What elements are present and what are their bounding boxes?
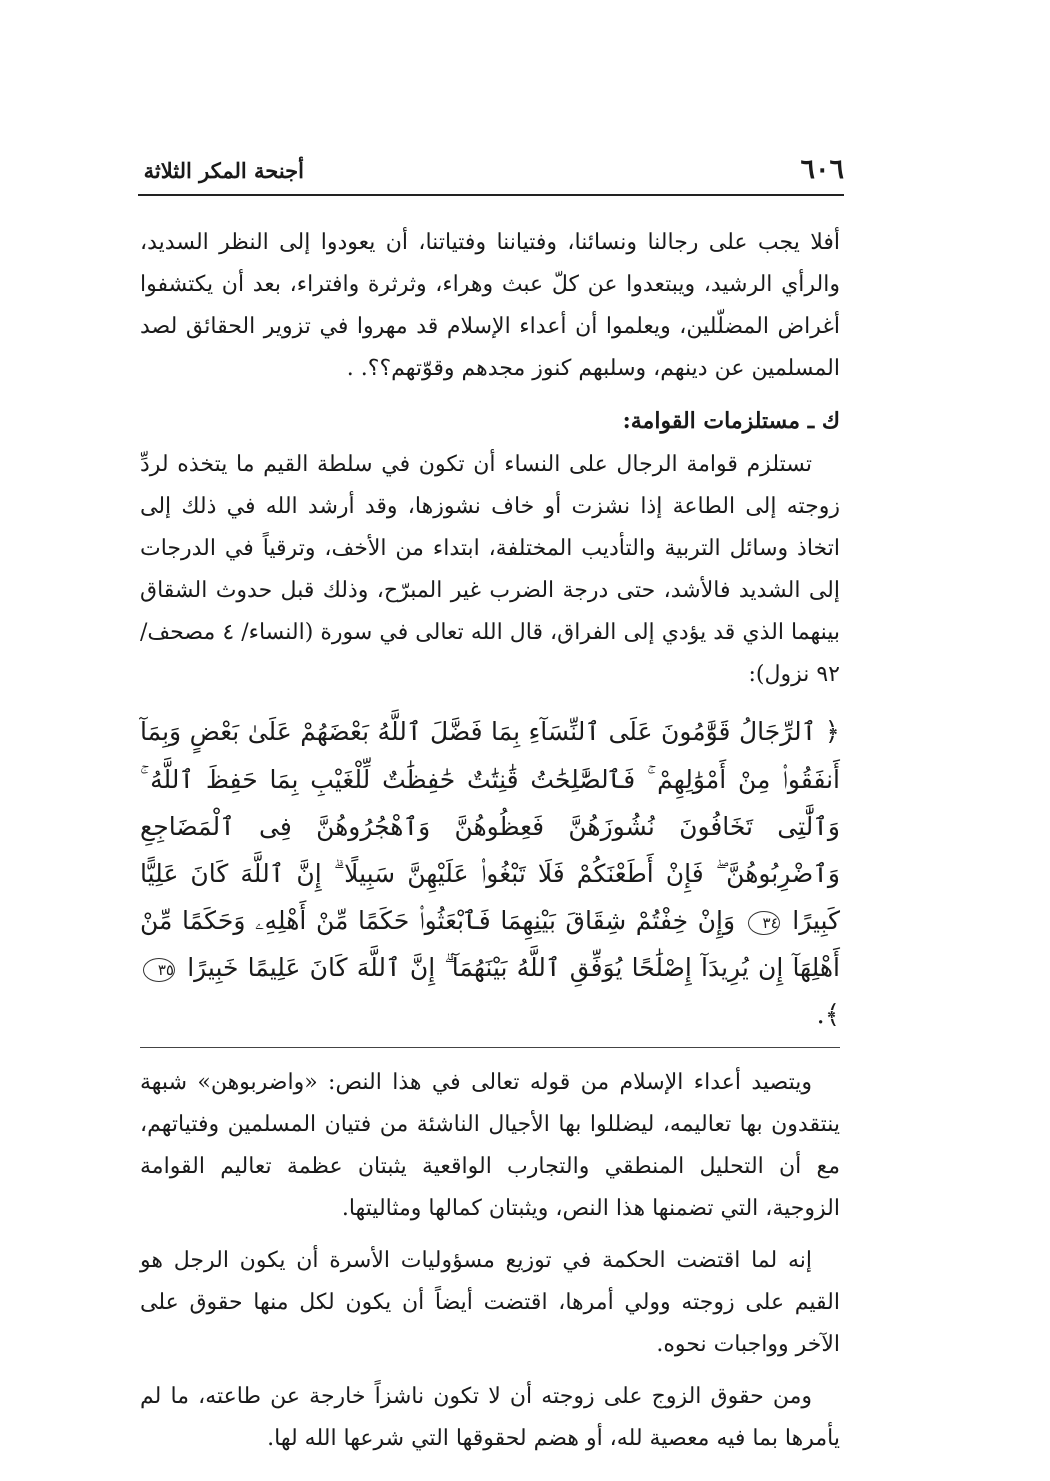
quran-close-bracket: ﴾. — [816, 1000, 840, 1030]
paragraph-critique: ويتصيد أعداء الإسلام من قوله تعالى في هذا النص: «واضربوهن» شبهة ينتقدون بها تعاليمه، ليضللوا بها الأجيال الناشئة من فتيان المسلمين وفتياتهم، مع أن التحليل المنطقي والتجارب الواقعية يثبتان عظمة تعاليم القوامة الزوجية، التي تضمنها هذا النص، ويثبتان كمالها ومثاليتها. — [140, 1070, 840, 1221]
quran-verse-34: ٱلرِّجَالُ قَوَّٰمُونَ عَلَى ٱلنِّسَآءِ بِمَا فَضَّلَ ٱللَّهُ بَعْضَهُمْ عَلَىٰ بَعْضٍ وَبِمَآ أَنفَقُوا۟ مِنْ أَمْوَٰلِهِمْ ۚ فَٱلصَّٰلِحَٰتُ قَٰنِتَٰتٌ حَٰفِظَٰتٌ لِّلْغَيْبِ بِمَا حَفِظَ ٱللَّهُ ۚ وَٱلَّٰتِى تَخَافُونَ نُشُوزَهُنَّ فَعِظُوهُنَّ وَٱهْجُرُوهُنَّ فِى ٱلْمَضَاجِعِ وَٱضْرِبُوهُنَّ ۖ فَإِنْ أَطَعْنَكُمْ فَلَا تَبْغُوا۟ عَلَيْهِنَّ سَبِيلًا ۗ إِنَّ ٱللَّهَ كَانَ عَلِيًّا كَبِيرًا — [140, 717, 840, 935]
section-intro-paragraph: تستلزم قوامة الرجال على النساء أن تكون في سلطة القيم ما يتخذه لردِّ زوجته إلى الطاعة إذا نشزت أو خاف نشوزها، وقد أرشد الله في ذلك إلى اتخاذ وسائل التربية والتأديب المختلفة، ابتداء من الأخف، وترقياً في الدرجات إلى الشديد فالأشد، حتى درجة الضرب غير المبرّح، وذلك قبل حدوث الشقاق بينهما الذي قد يؤدي إلى الفراق، قال الله تعالى في سورة (النساء/ ٤ مصحف/ ٩٢ نزول): — [140, 452, 840, 687]
paragraph-responsibilities: إنه لما اقتضت الحكمة في توزيع مسؤوليات الأسرة أن يكون الرجل هو القيم على زوجته وولي أمرها، اقتضت أيضاً أن يكون لكل منها حقوق على الآخر وواجبات نحوه. — [140, 1248, 840, 1357]
paragraph-intro: أفلا يجب على رجالنا ونسائنا، وفتياننا وفتياتنا، أن يعودوا إلى النظر السديد، والرأي الرشيد، ويبتعدوا عن كلّ عبث وهراء، وثرثرة وافتراء، بعد أن يكتشفوا أغراض المضلّلين، ويعلموا أن أعداء الإسلام قد مهروا في تزوير الحقائق لصد المسلمين عن دينهم، وسلبهم كنوز مجدهم وقوّتهم؟؟. . — [140, 230, 840, 381]
book-title: أجنحة المكر الثلاثة — [143, 158, 304, 183]
ayah-number-34: ٣٤ — [748, 911, 780, 935]
page-body — [140, 222, 840, 1470]
quran-verse-35: وَإِنْ خِفْتُمْ شِقَاقَ بَيْنِهِمَا فَٱبْعَثُوا۟ حَكَمًا مِّنْ أَهْلِهِۦ وَحَكَمًا مِّنْ أَهْلِهَآ إِن يُرِيدَآ إِصْلَٰحًا يُوَفِّقِ ٱللَّهُ بَيْنَهُمَآ ۗ إِنَّ ٱللَّهَ كَانَ عَلِيمًا خَبِيرًا — [140, 906, 840, 982]
paragraph-husband-rights: ومن حقوق الزوج على زوجته أن لا تكون ناشزاً خارجة عن طاعته، ما لم يأمرها بما فيه معصية لله، أو هضم لحقوقها التي شرعها الله لها. — [140, 1384, 840, 1451]
ayah-number-35: ٣٥ — [143, 958, 175, 982]
quran-verse-block — [140, 708, 840, 1048]
quran-open-bracket: ﴿ — [824, 717, 841, 747]
section-heading: ك ـ مستلزمات القوامة: — [622, 408, 840, 434]
page-header — [138, 150, 844, 196]
page-number: ٦٠٦ — [800, 154, 844, 185]
